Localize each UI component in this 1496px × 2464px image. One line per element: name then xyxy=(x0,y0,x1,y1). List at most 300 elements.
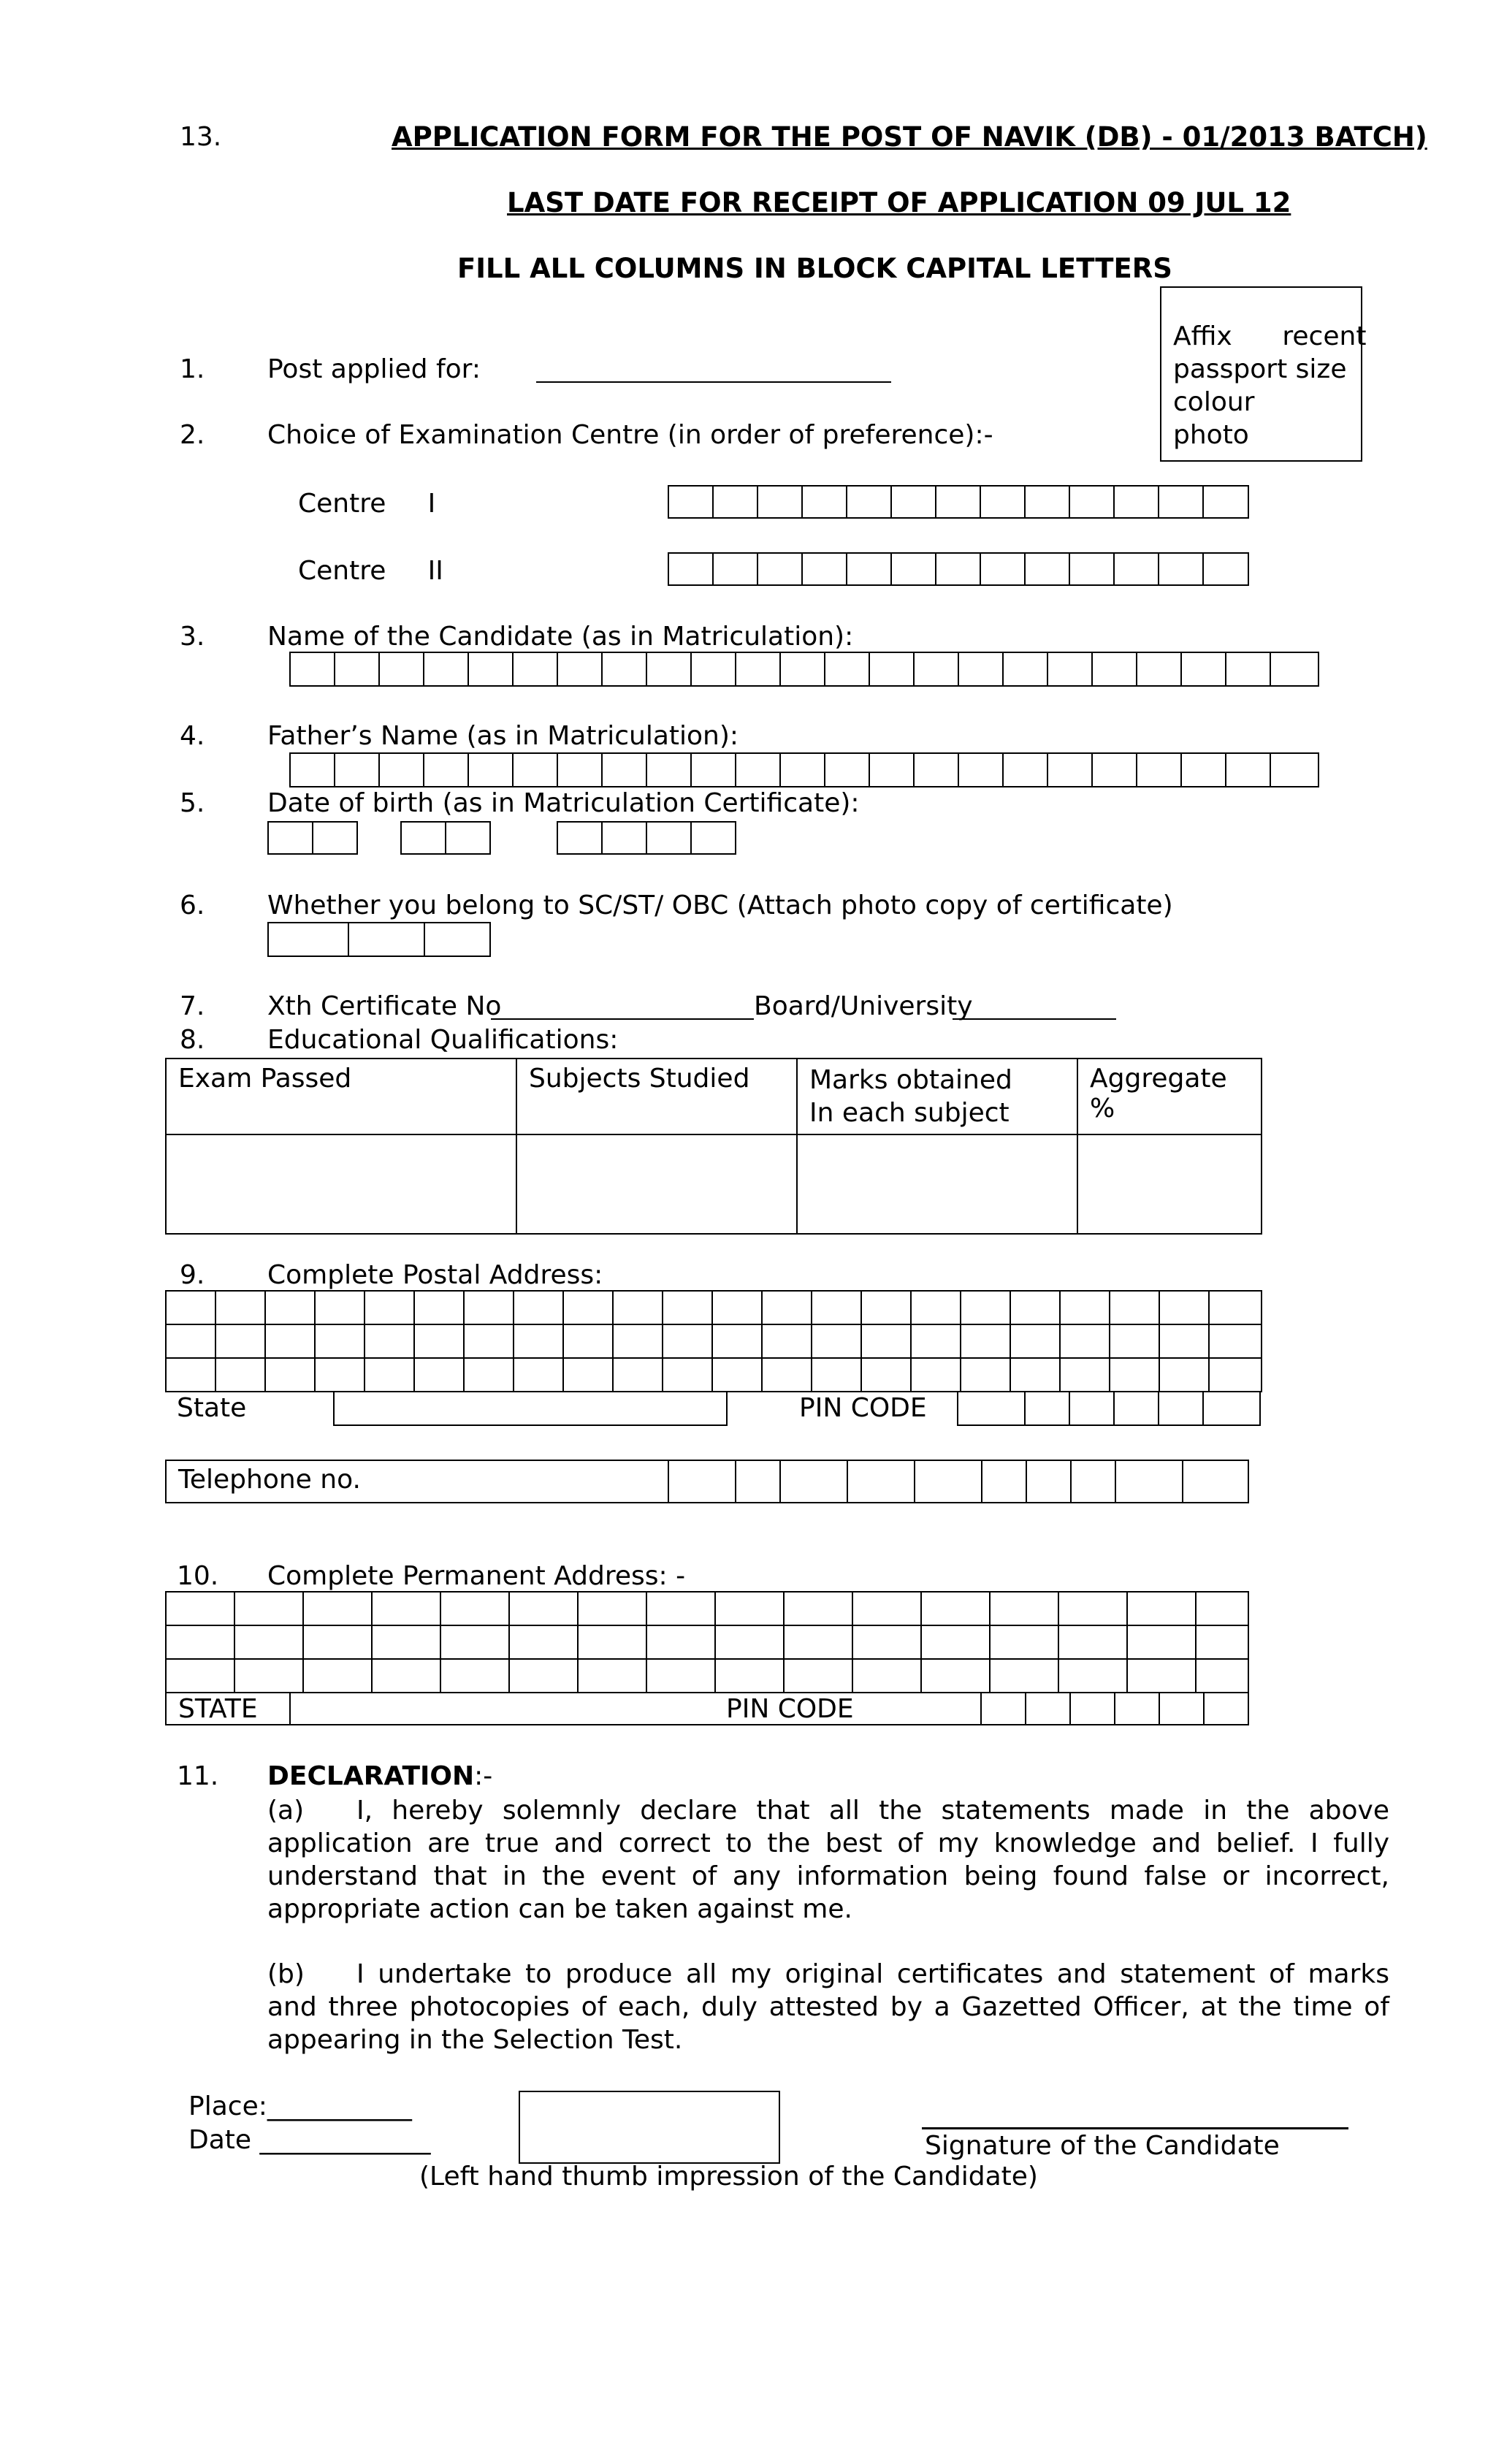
letter-box[interactable] xyxy=(1204,1392,1261,1424)
letter-box[interactable] xyxy=(402,823,446,853)
letter-box[interactable] xyxy=(1059,1593,1128,1625)
letter-box[interactable] xyxy=(1061,1359,1110,1391)
permanent-address-row[interactable] xyxy=(165,1625,1249,1660)
letter-box[interactable] xyxy=(892,487,936,517)
letter-box[interactable] xyxy=(922,1626,991,1658)
letter-box[interactable] xyxy=(1137,754,1182,786)
postal-address-row[interactable] xyxy=(165,1357,1262,1392)
letter-box[interactable] xyxy=(912,1325,961,1357)
letter-box[interactable] xyxy=(1115,1693,1160,1724)
signature-label: Signature of the Candidate xyxy=(925,2131,1280,2161)
permanent-address-row[interactable] xyxy=(165,1591,1249,1626)
letter-box[interactable] xyxy=(514,653,558,685)
letter-box[interactable] xyxy=(235,1593,304,1625)
letter-box[interactable] xyxy=(981,554,1026,584)
letter-box[interactable] xyxy=(558,823,603,853)
photo-box[interactable] xyxy=(1160,286,1367,462)
letter-box[interactable] xyxy=(1271,653,1319,685)
letter-box[interactable] xyxy=(847,487,892,517)
letter-box[interactable] xyxy=(216,1359,266,1391)
table-cell[interactable] xyxy=(1077,1134,1262,1234)
letter-box[interactable] xyxy=(1027,1461,1072,1502)
letter-box[interactable] xyxy=(1160,1359,1210,1391)
letter-box[interactable] xyxy=(781,1461,848,1502)
letter-box[interactable] xyxy=(1159,554,1204,584)
table-row xyxy=(166,1134,1262,1234)
letter-box[interactable] xyxy=(1070,1392,1115,1424)
letter-box[interactable] xyxy=(1128,1626,1197,1658)
letter-box[interactable] xyxy=(564,1325,614,1357)
letter-box[interactable] xyxy=(510,1593,579,1625)
letter-box[interactable] xyxy=(812,1292,862,1324)
table-cell[interactable] xyxy=(797,1134,1077,1234)
category-label: Whether you belong to SC/ST/ OBC (Attach photo copy of certificate) xyxy=(267,890,1173,920)
place-field[interactable]: Place:___________ xyxy=(188,2091,412,2121)
letter-box[interactable] xyxy=(291,653,335,685)
letter-box[interactable] xyxy=(716,1626,785,1658)
centre-2-label: Centre II xyxy=(298,556,443,586)
postal-address-row[interactable] xyxy=(165,1290,1262,1325)
letter-box[interactable] xyxy=(991,1593,1059,1625)
letter-box[interactable] xyxy=(912,1292,961,1324)
item-number: 9. xyxy=(180,1260,205,1290)
letter-box[interactable] xyxy=(647,1626,716,1658)
certificate-no-input[interactable] xyxy=(491,1018,754,1020)
letter-box[interactable] xyxy=(1048,653,1093,685)
photo-line: colour xyxy=(1173,387,1255,417)
letter-box[interactable] xyxy=(647,823,692,853)
centre-choice-label: Choice of Examination Centre (in order of preference):- xyxy=(267,420,993,450)
letter-box[interactable] xyxy=(853,1593,922,1625)
letter-box[interactable] xyxy=(915,754,959,786)
letter-box[interactable] xyxy=(514,1325,564,1357)
letter-box[interactable] xyxy=(1137,653,1182,685)
letter-box[interactable] xyxy=(1226,653,1271,685)
letter-box[interactable] xyxy=(716,1660,785,1692)
letter-box[interactable] xyxy=(603,754,647,786)
letter-box[interactable] xyxy=(847,554,892,584)
letter-box[interactable] xyxy=(579,1660,647,1692)
letter-box[interactable] xyxy=(763,1359,812,1391)
letter-box[interactable] xyxy=(373,1626,441,1658)
letter-box[interactable] xyxy=(758,487,803,517)
letter-box[interactable] xyxy=(1128,1660,1197,1692)
section-number: 13. xyxy=(180,122,222,152)
permanent-pin-label: PIN CODE xyxy=(726,1694,854,1724)
column-header-text: Subjects Studied xyxy=(529,1064,750,1094)
letter-box[interactable] xyxy=(269,823,313,853)
letter-box[interactable] xyxy=(425,923,491,956)
letter-box[interactable] xyxy=(812,1325,862,1357)
letter-box[interactable] xyxy=(441,1626,510,1658)
letter-box[interactable] xyxy=(982,1461,1027,1502)
letter-box[interactable] xyxy=(441,1593,510,1625)
letter-box[interactable] xyxy=(558,653,603,685)
letter-box[interactable] xyxy=(1061,1292,1110,1324)
letter-box[interactable] xyxy=(235,1660,304,1692)
letter-box[interactable] xyxy=(1210,1292,1262,1324)
letter-box[interactable] xyxy=(663,1325,713,1357)
letter-box[interactable] xyxy=(692,754,736,786)
letter-box[interactable] xyxy=(1061,1325,1110,1357)
table-cell[interactable] xyxy=(166,1134,516,1234)
letter-box[interactable] xyxy=(216,1325,266,1357)
letter-box[interactable] xyxy=(961,1325,1011,1357)
telephone-label: Telephone no. xyxy=(167,1461,669,1502)
letter-box[interactable] xyxy=(785,1593,853,1625)
letter-box[interactable] xyxy=(1110,1292,1160,1324)
letter-box[interactable] xyxy=(1115,1392,1159,1424)
declaration-heading-suffix: :- xyxy=(474,1761,493,1791)
letter-box[interactable] xyxy=(848,1461,915,1502)
letter-box[interactable] xyxy=(415,1325,465,1357)
letter-box[interactable] xyxy=(266,1359,316,1391)
letter-box[interactable] xyxy=(1210,1325,1262,1357)
letter-box[interactable] xyxy=(1011,1325,1061,1357)
letter-box[interactable] xyxy=(763,1325,812,1357)
letter-box[interactable] xyxy=(510,1626,579,1658)
item-number: 2. xyxy=(180,420,205,450)
letter-box[interactable] xyxy=(216,1292,266,1324)
letter-box[interactable] xyxy=(1205,1693,1249,1724)
letter-box[interactable] xyxy=(365,1359,415,1391)
letter-box[interactable] xyxy=(692,823,736,853)
letter-box[interactable] xyxy=(716,1593,785,1625)
thumb-impression-box[interactable] xyxy=(519,2091,780,2164)
candidate-name-boxes[interactable] xyxy=(289,652,1319,687)
date-field[interactable]: Date _____________ xyxy=(188,2125,431,2155)
thumb-impression-caption: (Left hand thumb impression of the Candidate) xyxy=(419,2162,1038,2192)
postal-state-label: State xyxy=(177,1393,247,1423)
letter-box[interactable] xyxy=(892,554,936,584)
letter-box[interactable] xyxy=(510,1660,579,1692)
last-date-notice: LAST DATE FOR RECEIPT OF APPLICATION 09 JUL 12 xyxy=(507,187,1291,218)
permanent-state-pin-row[interactable] xyxy=(165,1692,1249,1725)
letter-box[interactable] xyxy=(1159,487,1204,517)
letter-box[interactable] xyxy=(1160,1325,1210,1357)
letter-box[interactable] xyxy=(1072,1461,1116,1502)
letter-box[interactable] xyxy=(579,1626,647,1658)
letter-box[interactable] xyxy=(982,1693,1026,1724)
form-title: APPLICATION FORM FOR THE POST OF NAVIK (DB) - 01/2013 BATCH) xyxy=(392,121,1427,153)
letter-box[interactable] xyxy=(961,1292,1011,1324)
board-university-input[interactable] xyxy=(953,1018,1116,1020)
letter-box[interactable] xyxy=(579,1593,647,1625)
letter-box[interactable] xyxy=(1115,487,1159,517)
letter-box[interactable] xyxy=(1093,653,1137,685)
letter-box[interactable] xyxy=(1210,1359,1262,1391)
letter-box[interactable] xyxy=(1204,487,1249,517)
letter-box[interactable] xyxy=(1026,1392,1070,1424)
letter-box[interactable] xyxy=(763,1292,812,1324)
letter-box[interactable] xyxy=(614,1292,663,1324)
letter-box[interactable] xyxy=(781,754,825,786)
letter-box[interactable] xyxy=(316,1359,365,1391)
letter-box[interactable] xyxy=(663,1359,713,1391)
column-header-text: Exam Passed xyxy=(178,1064,352,1094)
column-header-text: In each subject xyxy=(809,1098,1010,1128)
letter-box[interactable] xyxy=(365,1325,415,1357)
letter-box[interactable] xyxy=(692,653,736,685)
postal-address-label: Complete Postal Address: xyxy=(267,1260,603,1290)
letter-box[interactable] xyxy=(1182,754,1226,786)
board-university-label: Board/University xyxy=(754,991,973,1021)
column-header-text: Marks obtained xyxy=(809,1065,1012,1095)
letter-box[interactable] xyxy=(167,1660,235,1692)
item-number: 4. xyxy=(180,721,205,751)
item-number: 6. xyxy=(180,890,205,920)
photo-line: photo xyxy=(1173,420,1249,450)
letter-box[interactable] xyxy=(1026,554,1070,584)
letter-box[interactable] xyxy=(825,653,870,685)
column-header xyxy=(516,1059,797,1134)
declaration-a xyxy=(267,1794,1389,1926)
letter-box[interactable] xyxy=(1160,1292,1210,1324)
letter-box[interactable] xyxy=(1110,1325,1160,1357)
letter-box[interactable] xyxy=(446,823,491,853)
letter-box[interactable] xyxy=(959,653,1004,685)
letter-box[interactable] xyxy=(1070,554,1115,584)
letter-box[interactable] xyxy=(958,1392,1026,1424)
letter-box[interactable] xyxy=(316,1325,365,1357)
letter-box[interactable] xyxy=(1116,1461,1183,1502)
letter-box[interactable] xyxy=(373,1593,441,1625)
letter-box[interactable] xyxy=(335,1392,728,1424)
letter-box[interactable] xyxy=(313,823,358,853)
letter-box[interactable] xyxy=(304,1660,373,1692)
letter-box[interactable] xyxy=(1197,1593,1249,1625)
letter-box[interactable] xyxy=(365,1292,415,1324)
letter-box[interactable] xyxy=(291,754,335,786)
letter-box[interactable] xyxy=(1204,554,1249,584)
letter-box[interactable] xyxy=(1128,1593,1197,1625)
post-applied-input[interactable] xyxy=(536,381,891,383)
letter-box[interactable] xyxy=(647,754,692,786)
letter-box[interactable] xyxy=(1160,1693,1205,1724)
declaration-b-text: I undertake to produce all my original certificates and statement of marks and three photocopies of each, duly attested by a Gazetted Officer, at the time of appearing in the Selection Test. xyxy=(267,1959,1389,2055)
letter-box[interactable] xyxy=(803,554,847,584)
letter-box[interactable] xyxy=(1004,754,1048,786)
letter-box[interactable] xyxy=(1093,754,1137,786)
letter-box[interactable] xyxy=(669,554,714,584)
table-cell[interactable] xyxy=(516,1134,797,1234)
letter-box[interactable] xyxy=(669,1461,736,1502)
letter-box[interactable] xyxy=(441,1660,510,1692)
dob-month-boxes[interactable] xyxy=(400,821,491,855)
letter-box[interactable] xyxy=(736,653,781,685)
candidate-name-label: Name of the Candidate (as in Matriculation): xyxy=(267,622,854,652)
letter-box[interactable] xyxy=(167,1359,216,1391)
letter-box[interactable] xyxy=(304,1593,373,1625)
father-name-boxes[interactable] xyxy=(289,752,1319,787)
letter-box[interactable] xyxy=(862,1325,912,1357)
postal-pin-label: PIN CODE xyxy=(799,1393,927,1423)
column-header xyxy=(797,1059,1077,1134)
letter-box[interactable] xyxy=(1004,653,1048,685)
letter-box[interactable] xyxy=(1271,754,1319,786)
letter-box[interactable] xyxy=(915,653,959,685)
centre-2-boxes[interactable] xyxy=(668,552,1249,586)
letter-box[interactable] xyxy=(235,1626,304,1658)
letter-box[interactable] xyxy=(647,1660,716,1692)
declaration-b-marker: (b) xyxy=(267,1959,305,1989)
letter-box[interactable] xyxy=(1071,1693,1115,1724)
letter-box[interactable] xyxy=(514,754,558,786)
dob-year-boxes[interactable] xyxy=(557,821,736,855)
letter-box[interactable] xyxy=(803,487,847,517)
item-number: 8. xyxy=(180,1025,205,1055)
letter-box[interactable] xyxy=(713,1359,763,1391)
letter-box[interactable] xyxy=(713,1292,763,1324)
letter-box[interactable] xyxy=(167,1325,216,1357)
letter-box[interactable] xyxy=(269,923,349,956)
centre-1-boxes[interactable] xyxy=(668,485,1249,519)
letter-box[interactable] xyxy=(335,754,380,786)
education-table xyxy=(165,1058,1262,1235)
item-number: 10. xyxy=(177,1561,219,1591)
letter-box[interactable] xyxy=(614,1359,663,1391)
letter-box[interactable] xyxy=(736,1461,781,1502)
letter-box[interactable] xyxy=(647,1593,716,1625)
letter-box[interactable] xyxy=(785,1660,853,1692)
letter-box[interactable] xyxy=(603,653,647,685)
signature-line[interactable] xyxy=(922,2127,1348,2129)
letter-box[interactable] xyxy=(424,653,469,685)
letter-box[interactable] xyxy=(335,653,380,685)
telephone-row[interactable] xyxy=(165,1460,1249,1503)
letter-box[interactable] xyxy=(373,1660,441,1692)
letter-box[interactable] xyxy=(669,487,714,517)
letter-box[interactable] xyxy=(316,1292,365,1324)
letter-box[interactable] xyxy=(465,1359,514,1391)
declaration-a-text: I, hereby solemnly declare that all the statements made in the above application are true and correct to the best of my knowledge and belief. I fully understand that in the event of any information being found false or incorrect, appropriate action can be taken against me. xyxy=(267,1796,1389,1924)
letter-box[interactable] xyxy=(424,754,469,786)
letter-box[interactable] xyxy=(714,554,758,584)
letter-box[interactable] xyxy=(1110,1359,1160,1391)
letter-box[interactable] xyxy=(1182,653,1226,685)
letter-box[interactable] xyxy=(1011,1359,1061,1391)
letter-box[interactable] xyxy=(1226,754,1271,786)
postal-address-row[interactable] xyxy=(165,1324,1262,1359)
letter-box[interactable] xyxy=(349,923,425,956)
letter-box[interactable] xyxy=(514,1359,564,1391)
letter-box[interactable] xyxy=(936,554,981,584)
permanent-state-label: STATE xyxy=(167,1693,291,1724)
column-header-text: Aggregate % xyxy=(1090,1064,1227,1124)
letter-box[interactable] xyxy=(870,653,915,685)
permanent-address-row[interactable] xyxy=(165,1658,1249,1693)
letter-box[interactable] xyxy=(870,754,915,786)
letter-box[interactable] xyxy=(465,1292,514,1324)
letter-box[interactable] xyxy=(825,754,870,786)
letter-box[interactable] xyxy=(922,1660,991,1692)
permanent-state-input[interactable] xyxy=(291,1693,982,1724)
letter-box[interactable] xyxy=(1026,1693,1071,1724)
letter-box[interactable] xyxy=(1026,487,1070,517)
letter-box[interactable] xyxy=(564,1292,614,1324)
letter-box[interactable] xyxy=(1183,1461,1249,1502)
letter-box[interactable] xyxy=(1059,1626,1128,1658)
letter-box[interactable] xyxy=(713,1325,763,1357)
letter-box[interactable] xyxy=(1070,487,1115,517)
letter-box[interactable] xyxy=(915,1461,982,1502)
letter-box[interactable] xyxy=(415,1292,465,1324)
letter-box[interactable] xyxy=(991,1660,1059,1692)
letter-box[interactable] xyxy=(912,1359,961,1391)
letter-box[interactable] xyxy=(959,754,1004,786)
letter-box[interactable] xyxy=(558,754,603,786)
letter-box[interactable] xyxy=(714,487,758,517)
letter-box[interactable] xyxy=(781,653,825,685)
letter-box[interactable] xyxy=(936,487,981,517)
letter-box[interactable] xyxy=(266,1325,316,1357)
letter-box[interactable] xyxy=(564,1359,614,1391)
letter-box[interactable] xyxy=(981,487,1026,517)
letter-box[interactable] xyxy=(167,1292,216,1324)
letter-box[interactable] xyxy=(1048,754,1093,786)
letter-box[interactable] xyxy=(380,754,424,786)
letter-box[interactable] xyxy=(514,1292,564,1324)
declaration-b xyxy=(267,1958,1389,2056)
letter-box[interactable] xyxy=(853,1626,922,1658)
letter-box[interactable] xyxy=(469,754,514,786)
education-label: Educational Qualifications: xyxy=(267,1025,619,1055)
item-number: 7. xyxy=(180,991,205,1021)
letter-box[interactable] xyxy=(469,653,514,685)
letter-box[interactable] xyxy=(1197,1626,1249,1658)
letter-box[interactable] xyxy=(266,1292,316,1324)
letter-box[interactable] xyxy=(465,1325,514,1357)
letter-box[interactable] xyxy=(961,1359,1011,1391)
item-number: 11. xyxy=(177,1761,219,1791)
letter-box[interactable] xyxy=(415,1359,465,1391)
letter-box[interactable] xyxy=(304,1626,373,1658)
letter-box[interactable] xyxy=(167,1626,235,1658)
letter-box[interactable] xyxy=(853,1660,922,1692)
letter-box[interactable] xyxy=(785,1626,853,1658)
letter-box[interactable] xyxy=(1011,1292,1061,1324)
postal-pin-boxes[interactable] xyxy=(957,1391,1261,1426)
letter-box[interactable] xyxy=(862,1359,912,1391)
postal-state-input[interactable] xyxy=(333,1391,728,1426)
declaration-heading-text: DECLARATION xyxy=(267,1761,475,1791)
letter-box[interactable] xyxy=(663,1292,713,1324)
letter-box[interactable] xyxy=(647,653,692,685)
photo-line: passport size xyxy=(1173,354,1347,384)
letter-box[interactable] xyxy=(1059,1660,1128,1692)
letter-box[interactable] xyxy=(380,653,424,685)
permanent-address-label: Complete Permanent Address: - xyxy=(267,1561,686,1591)
letter-box[interactable] xyxy=(1159,1392,1204,1424)
letter-box[interactable] xyxy=(1115,554,1159,584)
letter-box[interactable] xyxy=(922,1593,991,1625)
letter-box[interactable] xyxy=(614,1325,663,1357)
letter-box[interactable] xyxy=(758,554,803,584)
dob-day-boxes[interactable] xyxy=(267,821,358,855)
letter-box[interactable] xyxy=(1197,1660,1249,1692)
letter-box[interactable] xyxy=(862,1292,912,1324)
letter-box[interactable] xyxy=(167,1593,235,1625)
letter-box[interactable] xyxy=(991,1626,1059,1658)
declaration-heading xyxy=(267,1761,492,1792)
letter-box[interactable] xyxy=(812,1359,862,1391)
table-header-row xyxy=(166,1059,1262,1134)
instruction-text: FILL ALL COLUMNS IN BLOCK CAPITAL LETTERS xyxy=(457,253,1172,284)
declaration-a-marker: (a) xyxy=(267,1796,305,1826)
category-boxes[interactable] xyxy=(267,922,491,957)
letter-box[interactable] xyxy=(603,823,647,853)
letter-box[interactable] xyxy=(736,754,781,786)
